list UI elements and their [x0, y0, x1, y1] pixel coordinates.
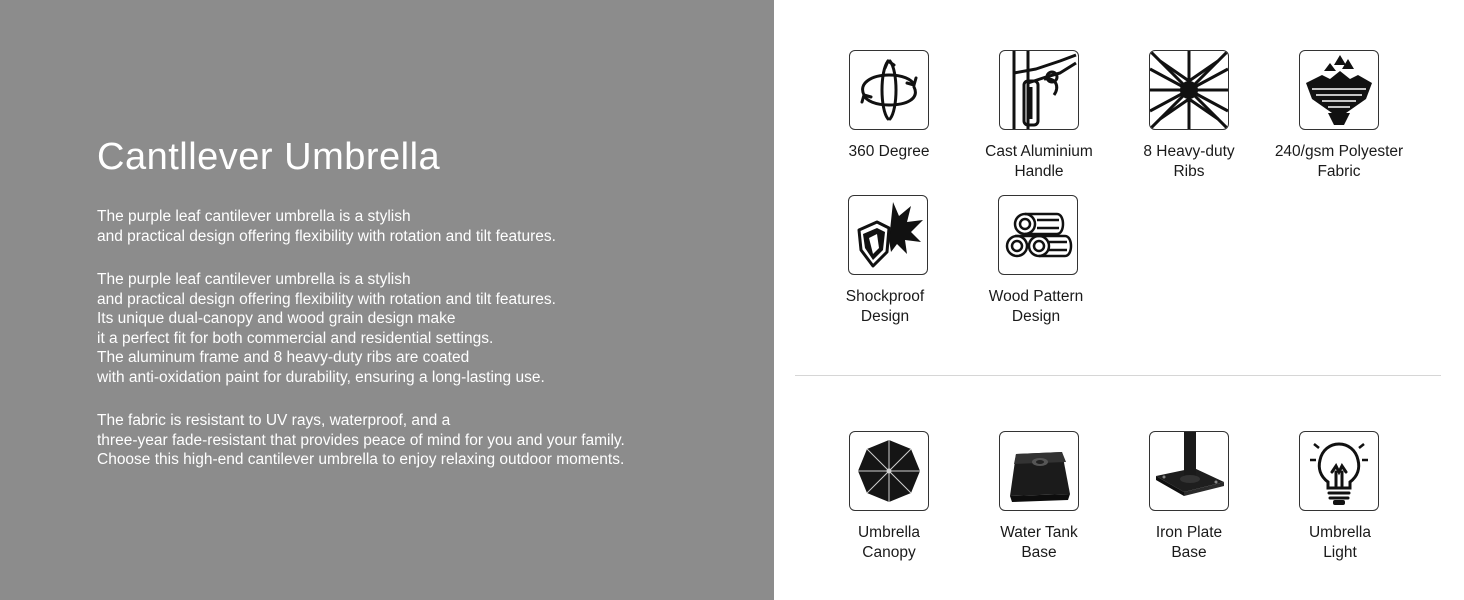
caption-line: Base — [1021, 543, 1057, 561]
accessory-caption-iron-plate — [1114, 523, 1264, 562]
caption-line: 240/gsm Polyester — [1274, 143, 1404, 160]
caption-line: Water Tank — [1000, 524, 1078, 541]
description-paragraph-3: The fabric is resistant to UV rays, waterproof, and a three-year fade-resistant that provides peace of mind for you and your family. Choose this high-end cantilever umbrella to enjoy relaxing outdoor moments. — [97, 412, 625, 468]
caption-line: Design — [860, 307, 910, 325]
description-paragraph-2: The purple leaf cantilever umbrella is a stylish and practical design offering flexibility with rotation and tilt features. Its unique dual-canopy and wood grain design make it a perfect fit for both commercial and residential settings. The aluminum frame and 8 heavy-duty ribs are coated with anti-oxidation paint for durability, ensuring a long-lasting use. — [97, 271, 556, 386]
caption-line: Canopy — [862, 543, 916, 561]
description-paragraph-1: The purple leaf cantilever umbrella is a stylish and practical design offering flexibility with rotation and tilt features. — [97, 208, 556, 245]
caption-line: Cast Aluminium — [985, 143, 1093, 160]
rotation-icon — [849, 50, 929, 130]
feature-caption-360 — [814, 142, 964, 162]
page-title: Cantllever Umbrella — [97, 136, 441, 178]
feature-caption-fabric — [1264, 142, 1414, 181]
caption-line: 8 Heavy-duty — [1143, 143, 1235, 160]
caption-line: Handle — [1014, 162, 1064, 180]
iron-plate-base-icon — [1149, 431, 1229, 511]
water-tank-base-icon — [999, 431, 1079, 511]
section-divider — [795, 375, 1441, 376]
accessory-caption-light — [1265, 523, 1415, 562]
ribs-icon — [1149, 50, 1229, 130]
light-bulb-icon — [1299, 431, 1379, 511]
feature-caption-wood — [961, 287, 1111, 326]
caption-line: Light — [1323, 543, 1357, 561]
caption-line: Ribs — [1173, 162, 1205, 180]
caption-line: Fabric — [1317, 162, 1361, 180]
shield-icon — [848, 195, 928, 275]
caption-line: Iron Plate — [1155, 524, 1223, 541]
handle-icon — [999, 50, 1079, 130]
umbrella-canopy-icon — [849, 431, 929, 511]
caption-line: Wood Pattern — [988, 288, 1084, 305]
accessory-caption-canopy — [814, 523, 964, 562]
caption-line: Shockproof — [845, 288, 925, 305]
caption-line: Base — [1171, 543, 1207, 561]
feature-caption-handle — [964, 142, 1114, 181]
feature-caption-ribs — [1114, 142, 1264, 181]
fabric-icon — [1299, 50, 1379, 130]
caption-line: Umbrella — [1308, 524, 1371, 541]
caption-line: Design — [1011, 307, 1061, 325]
feature-caption-shockproof — [810, 287, 960, 326]
wood-logs-icon — [998, 195, 1078, 275]
caption-line: Umbrella — [857, 524, 920, 541]
accessory-caption-water-tank — [964, 523, 1114, 562]
caption-line: 360 Degree — [848, 143, 930, 160]
